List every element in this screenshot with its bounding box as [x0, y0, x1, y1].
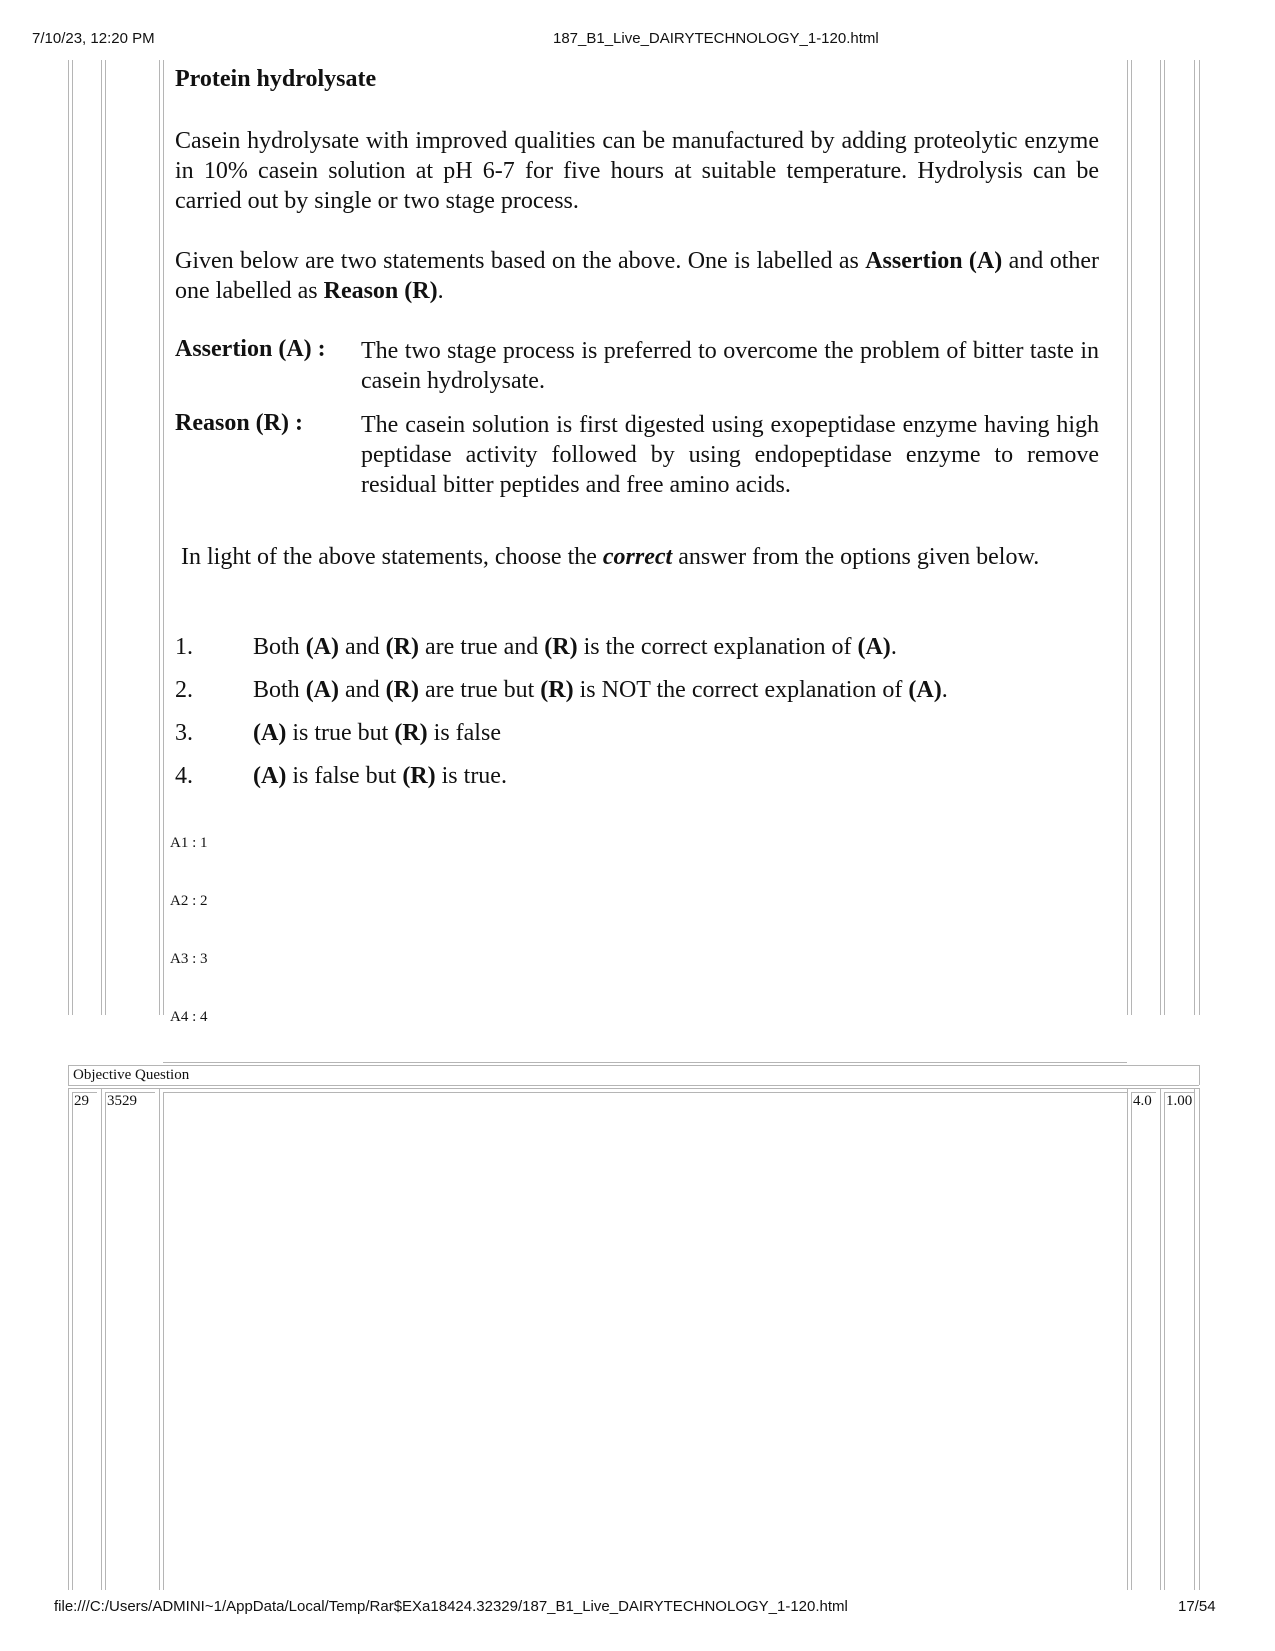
table-border	[1127, 60, 1128, 1015]
table-border	[68, 1088, 69, 1590]
question-type-label: Objective Question	[73, 1067, 190, 1083]
answer-key-3: A3 : 3	[170, 951, 208, 967]
answer-key-4: A4 : 4	[170, 1009, 208, 1025]
reason-label: Reason (R) :	[175, 410, 303, 436]
table-border	[1160, 1088, 1161, 1590]
table-border	[1131, 1092, 1132, 1590]
table-border	[68, 1065, 69, 1085]
question-marks: 4.0	[1133, 1093, 1152, 1109]
question-given-statement: Given below are two statements based on the above. One is labelled as Assertion (A) and other one labelled as Reason (R).	[175, 248, 1100, 304]
table-border	[1194, 1088, 1195, 1590]
reason-text: The casein solution is first digested using exopeptidase enzyme having high peptidase activity followed by using endopeptidase enzyme to remove residual bitter peptides and free amino acids.	[361, 412, 1099, 498]
question-serial: 29	[74, 1093, 89, 1109]
table-border	[1127, 1088, 1128, 1590]
table-border	[105, 1092, 106, 1590]
question-negative-marks: 1.00	[1166, 1093, 1193, 1109]
table-border	[105, 60, 106, 1015]
table-border	[163, 60, 164, 1015]
table-border	[68, 1085, 1199, 1086]
question-intro: Casein hydrolysate with improved qualities can be manufactured by adding proteolytic enzyme in 10% casein solution at pH 6-7 for five hours at suitable temperature. Hydrolysis can be carried out by single or two stage process.	[175, 128, 1099, 214]
table-border	[1160, 60, 1161, 1015]
table-border	[68, 60, 69, 1015]
assertion-text: The two stage process is preferred to overcome the problem of bitter taste in casein hydrolysate.	[361, 338, 1099, 394]
table-border	[101, 1088, 102, 1590]
print-file-title: 187_B1_Live_DAIRYTECHNOLOGY_1-120.html	[553, 30, 879, 47]
table-border	[159, 60, 160, 1015]
option-1-text: Both (A) and (R) are true and (R) is the correct explanation of (A).	[253, 634, 897, 660]
answer-key-1: A1 : 1	[170, 835, 208, 851]
option-4-text: (A) is false but (R) is true.	[253, 763, 507, 789]
table-border	[1199, 1065, 1200, 1085]
table-border	[72, 1092, 73, 1590]
table-border	[163, 1062, 1127, 1063]
table-border	[159, 1088, 160, 1590]
option-2-text: Both (A) and (R) are true but (R) is NOT the correct explanation of (A).	[253, 677, 948, 703]
print-page-number: 17/54	[1178, 1598, 1216, 1615]
table-border	[163, 1092, 164, 1590]
question-title: Protein hydrolysate	[175, 66, 377, 92]
table-border	[1199, 1088, 1200, 1590]
table-border	[68, 1088, 1199, 1089]
option-number: 1.	[175, 634, 193, 660]
question-instruction: In light of the above statements, choose the correct answer from the options given below.	[181, 544, 1040, 570]
answer-key-2: A2 : 2	[170, 893, 208, 909]
table-border	[68, 1065, 1199, 1066]
table-border	[72, 60, 73, 1015]
table-border	[1194, 60, 1195, 1015]
option-number: 3.	[175, 720, 193, 746]
table-border	[163, 1092, 1127, 1093]
table-border	[1164, 60, 1165, 1015]
option-number: 4.	[175, 763, 193, 789]
table-border	[1199, 60, 1200, 1015]
option-number: 2.	[175, 677, 193, 703]
assertion-label: Assertion (A) :	[175, 336, 326, 362]
question-id: 3529	[107, 1093, 137, 1109]
option-3-text: (A) is true but (R) is false	[253, 720, 501, 746]
print-file-path: file:///C:/Users/ADMINI~1/AppData/Local/Temp/Rar$EXa18424.32329/187_B1_Live_DAIRYTECHNOLOGY_1-120.html	[54, 1598, 848, 1615]
table-border	[1164, 1092, 1165, 1590]
print-datetime: 7/10/23, 12:20 PM	[32, 30, 155, 47]
table-border	[1131, 60, 1132, 1015]
table-border	[101, 60, 102, 1015]
